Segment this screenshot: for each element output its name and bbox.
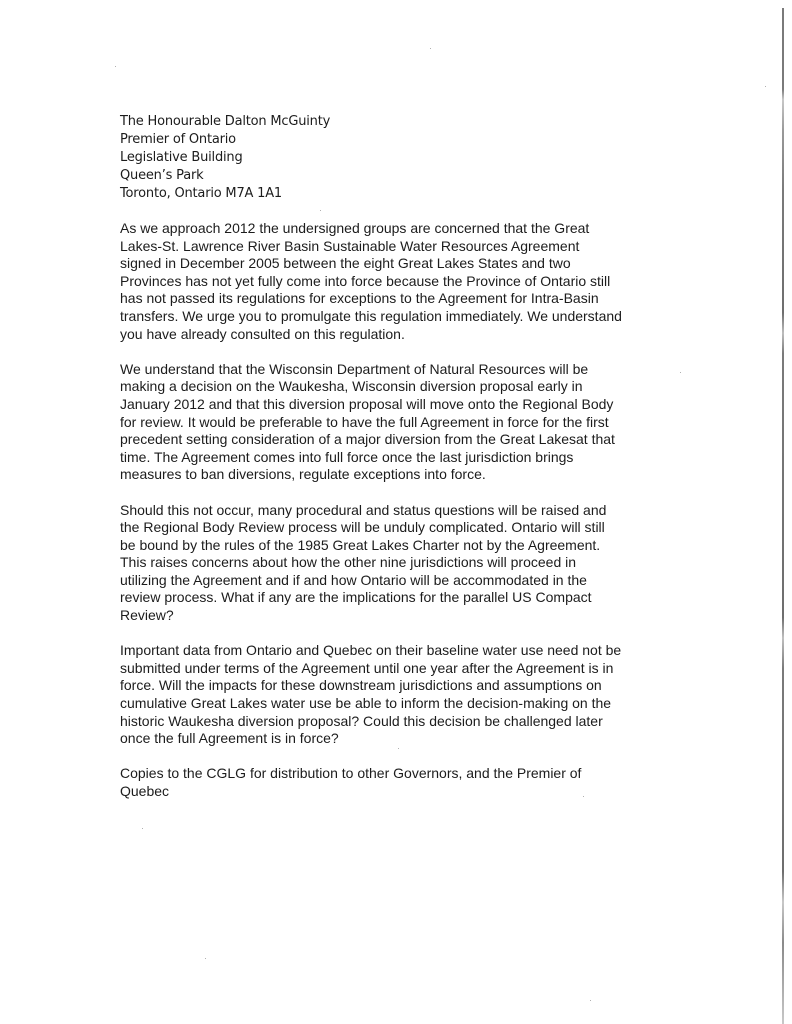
text-line: cumulative Great Lakes water use be able to inform the decision-making on the [120,695,612,712]
text-line: be bound by the rules of the 1985 Great Lakes Charter not by the Agreement. [120,536,601,553]
address-line-street: Queen’s Park [120,168,204,183]
text-line: Review? [120,607,174,624]
text-line: signed in December 2005 between the eight Great Lakes States and two [120,255,571,272]
text-line: As we approach 2012 the undersigned groups are concerned that the Great [120,220,590,236]
letter-body [120,220,680,818]
text-line: Copies to the CGLG for distribution to other Governors, and the Premier of [120,765,582,782]
text-line: once the full Agreement is in force? [120,730,339,747]
address-line-title: Premier of Ontario [120,132,236,147]
scan-speck [205,958,206,959]
text-line: making a decision on the Waukesha, Wisconsin diversion proposal early in [120,378,583,395]
text-line: review process. What if any are the implications for the parallel US Compact [120,589,592,606]
text-line: Important data from Ontario and Quebec on their baseline water use need not be [120,642,622,659]
text-line: January 2012 and that this diversion proposal will move onto the Regional Body [120,395,614,412]
paragraph-baseline-data [120,642,680,748]
scan-speck [590,1000,591,1001]
text-line: you have already consulted on this regulation. [120,325,405,342]
scan-speck [765,86,766,87]
text-line: has not passed its regulations for exceptions to the Agreement for Intra-Basin [120,290,599,307]
address-line-name: The Honourable Dalton McGuinty [120,114,331,129]
text-line: for review. It would be preferable to have the full Agreement in force for the first [120,413,609,430]
scan-speck [142,828,143,829]
recipient-address-block [120,113,330,203]
text-line: transfers. We urge you to promulgate this regulation immediately. We understand [120,307,622,324]
text-line: time. The Agreement comes into full force once the last jurisdiction brings [120,448,574,465]
text-line: utilizing the Agreement and if and how Ontario will be accommodated in the [120,571,587,588]
paragraph-waukesha-decision [120,361,680,484]
text-line: This raises concerns about how the other nine jurisdictions will proceed in [120,554,577,571]
paragraph-copies-to [120,765,680,800]
address-line-building: Legislative Building [120,150,243,165]
text-line: the Regional Body Review process will be unduly complicated. Ontario will still [120,519,605,536]
text-line: Quebec [120,783,170,799]
paragraph-agreement-status [120,220,680,343]
scan-edge-line [782,8,784,1024]
text-line: force. Will the impacts for these downstream jurisdictions and assumptions on [120,677,602,694]
scan-speck [583,796,584,797]
text-line: precedent setting consideration of a major diversion from the Great Lakesat that [120,431,615,448]
scan-speck [398,748,399,749]
scan-speck [430,48,431,49]
text-line: Provinces has not yet fully come into force because the Province of Ontario still [120,272,611,289]
text-line: measures to ban diversions, regulate exceptions into force. [120,466,486,483]
scan-speck [320,210,321,211]
paragraph-procedural-concerns [120,502,680,625]
text-line: Should this not occur, many procedural and status questions will be raised and [120,501,607,518]
text-line: Lakes-St. Lawrence River Basin Sustainable Water Resources Agreement [120,237,580,254]
address-line-city: Toronto, Ontario M7A 1A1 [120,186,282,201]
text-line: submitted under terms of the Agreement until one year after the Agreement is in [120,659,614,676]
text-line: We understand that the Wisconsin Department of Natural Resources will be [120,360,589,377]
scan-speck [115,66,116,67]
scan-speck [680,372,681,373]
text-line: historic Waukesha diversion proposal? Could this decision be challenged later [120,712,603,729]
